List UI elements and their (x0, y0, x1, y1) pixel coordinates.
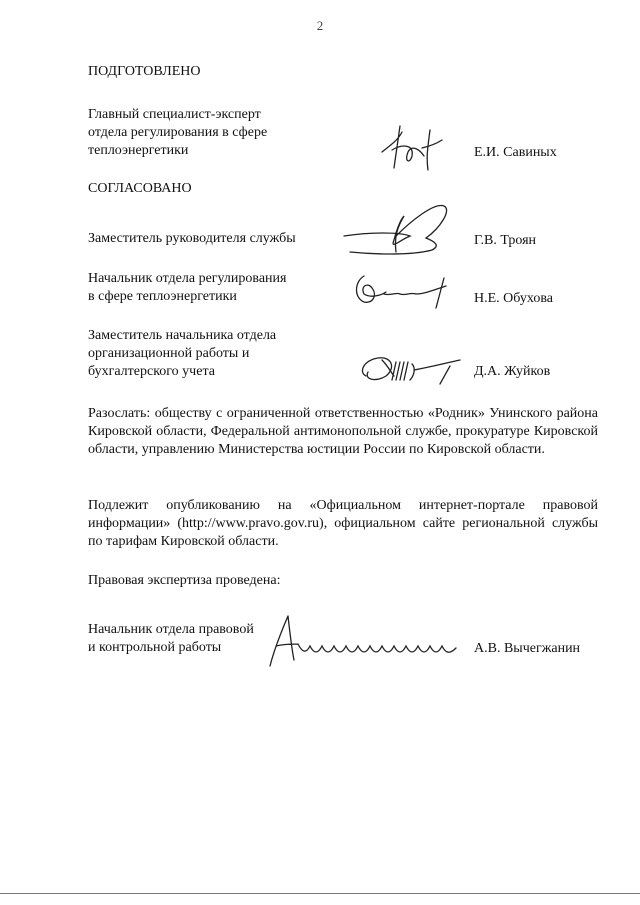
legal-position-line-1: Начальник отдела правовой (88, 622, 254, 637)
signature-troyan (340, 192, 460, 272)
publication-paragraph: Подлежит опубликованию на «Официальном интернет-портале правовой информации» (http://www.pravo.gov.ru), официальном сайте региональной службы по тарифам Кировской области. (88, 498, 598, 549)
prepared-position-line-3: теплоэнергетики (88, 143, 189, 158)
signature-savinykh (378, 122, 458, 174)
distribution-paragraph: Разослать: обществу с ограниченной ответственностью «Родник» Унинского района Кировской области, Федеральной антимонопольной службе, прокуратуре Кировской области, управлению Министерства юстиции России по Кировской области. (88, 406, 598, 457)
agreed-3-position-line-2: организационной работы и (88, 346, 250, 361)
prepared-position-line-1: Главный специалист-эксперт (88, 107, 261, 122)
prepared-position-line-2: отдела регулирования в сфере (88, 125, 268, 140)
agreed-heading: СОГЛАСОВАНО (88, 181, 192, 196)
agreed-2-position-line-1: Начальник отдела регулирования (88, 271, 287, 286)
agreed-2-name: Н.Е. Обухова (474, 291, 553, 306)
agreed-3-name: Д.А. Жуйков (474, 364, 551, 379)
agreed-1-position-line-1: Заместитель руководителя службы (88, 231, 296, 246)
page-number: 2 (316, 18, 324, 33)
prepared-heading: ПОДГОТОВЛЕНО (88, 64, 201, 79)
signature-vychegzhanin (262, 610, 472, 672)
prepared-name: Е.И. Савиных (474, 145, 557, 160)
legal-name: А.В. Вычегжанин (474, 641, 581, 656)
signature-obukhova (350, 268, 460, 312)
agreed-2-position-line-2: в сфере теплоэнергетики (88, 289, 237, 304)
agreed-3-position-line-1: Заместитель начальника отдела (88, 328, 277, 343)
signature-zhuikov (356, 346, 468, 386)
legal-position-line-2: и контрольной работы (88, 640, 222, 655)
bottom-rule (0, 893, 640, 894)
agreed-3-position-line-3: бухгалтерского учета (88, 364, 215, 379)
agreed-1-name: Г.В. Троян (474, 233, 537, 248)
legal-review-heading: Правовая экспертиза проведена: (88, 573, 281, 588)
